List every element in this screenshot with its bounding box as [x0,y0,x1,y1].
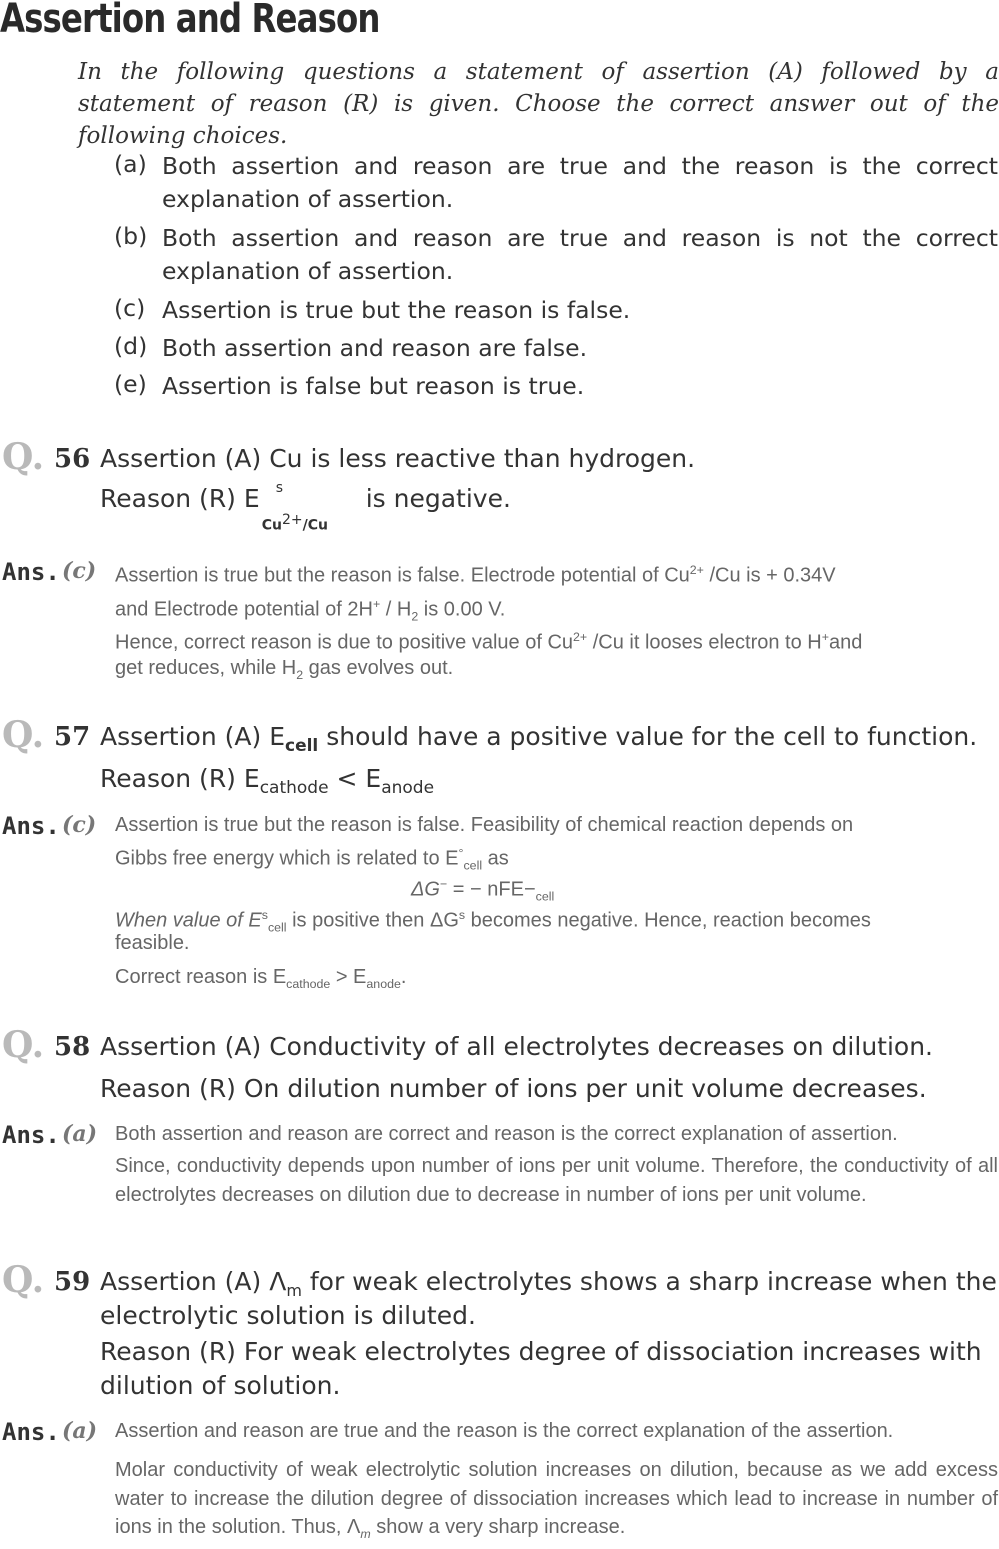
reason-text: Reason (R) For weak electrolytes degree of dissociation increases with [100,1337,982,1366]
question-mark: Q. [2,436,45,478]
option-text: Assertion is true but the reason is false. [162,296,631,324]
explanation-line: get reduces, while $H_2$ gas evolves out. [115,657,454,682]
option-text: Both assertion and reason are false. [162,334,588,362]
page-title: Assertion and Reason [0,0,380,42]
option-label: (d) [114,332,148,360]
question-number: 58 [54,1032,91,1062]
reason-text-line2: dilution of solution. [100,1371,341,1400]
answer-label: Ans. [2,1121,60,1149]
assertion-text: Assertion (A) Conductivity of all electrolytes decreases on dilution. [100,1032,933,1061]
answer-label: Ans. [2,558,60,586]
assertion-text: Assertion (A) $E_{cell}$ should have a positive value for the cell to function. [100,722,978,756]
reason-text: Reason (R) $E_{cathode} < E_{anode}$ [100,764,435,798]
answer-choice: (c) [62,812,97,838]
explanation-line: and Electrode potential of $2H^+ / H_2$ is 0.00 V. [115,597,506,624]
explanation-line: When value of $E^s_{cell}$ is positive then $\Delta G^s$ becomes negative. Hence, reaction becomes [115,908,871,935]
assertion-text: Assertion (A) Cu is less reactive than hydrogen. [100,444,696,473]
question-mark: Q. [2,1024,45,1066]
explanation-line: Assertion is true but the reason is false. Feasibility of chemical reaction depends on [115,814,854,836]
reason-text: Reason (R) On dilution number of ions per unit volume decreases. [100,1074,927,1103]
question-number: 56 [54,444,91,474]
option-label: (b) [114,222,148,250]
option-text: Both assertion and reason are true and the reason is the correct explanation of assertion. [162,152,998,213]
explanation-line: Hence, correct reason is due to positive value of $Cu^{2+}$ /Cu it looses electron to H+and [115,630,863,654]
explanation-line: Assertion is true but the reason is false. Electrode potential of $Cu^{2+}$ /Cu is + 0.34V [115,563,836,587]
reason-text: Reason (R) E s $Cu^{2+}/Cu$ is negative. [100,480,511,534]
answer-choice: (a) [62,1418,98,1444]
answer-choice: (a) [62,1121,98,1147]
option-text: Assertion is false but reason is true. [162,372,585,400]
explanation-line: Assertion and reason are true and the reason is the correct explanation of the assertion. [115,1420,894,1442]
assertion-text-line2: electrolytic solution is diluted. [100,1301,476,1330]
explanation-line: Both assertion and reason are correct and reason is the correct explanation of assertion. [115,1123,898,1145]
explanation-line: Correct reason is $E_{cathode} > E_{anode}$. [115,966,407,991]
explanation-line: Gibbs free energy which is related to $E^\circ_{cell}$ as [115,846,509,873]
question-number: 57 [54,722,91,752]
option-label: (a) [114,150,147,178]
explanation-paragraph: Since, conductivity depends upon number of ions per unit volume. Therefore, the conductivity of all electrolytes decreases on dilution due to decrease in number of ions per unit volume. [115,1155,998,1206]
explanation-line: feasible. [115,932,190,954]
option-label: (c) [114,294,146,322]
answer-label: Ans. [2,812,60,840]
question-mark: Q. [2,714,45,756]
answer-label: Ans. [2,1418,60,1446]
question-mark: Q. [2,1259,45,1301]
answer-choice: (c) [62,558,97,584]
question-number: 59 [54,1267,91,1297]
assertion-text: Assertion (A) $\Lambda_m$ for weak electrolytes shows a sharp increase when the [100,1267,997,1300]
option-text: Both assertion and reason are true and reason is not the correct explanation of assertion. [162,224,998,285]
instructions: In the following questions a statement of assertion (A) followed by a statement of reason (R) is given. Choose the correct answer out of the following choices. [78,59,999,149]
option-label: (e) [114,370,147,398]
explanation-paragraph: Molar conductivity of weak electrolytic solution increases on dilution, because as we add excess water to increase the dilution degree of dissociation increases which lead to increase in number of ions in the solution. Thus, $\Lambda_m$ show a very sharp increase. [115,1459,998,1541]
equation: ΔG− = − $nFE-_{cell}$ [411,877,555,904]
